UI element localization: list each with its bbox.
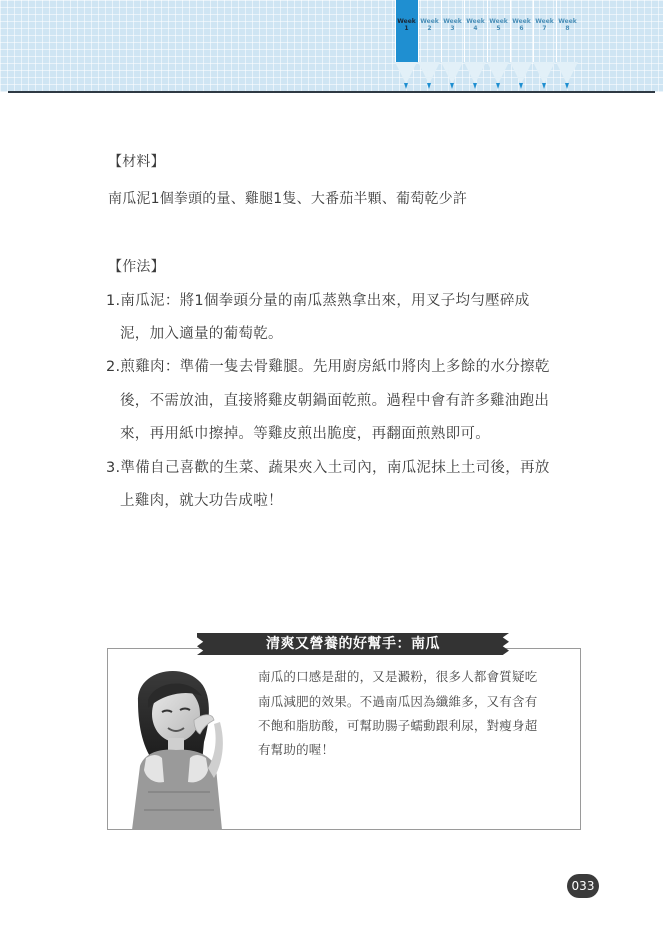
week-tab-6 bbox=[510, 0, 533, 92]
week-label: Week bbox=[512, 18, 531, 25]
header-divider bbox=[8, 91, 655, 93]
method-line: 2.煎雞肉：準備一隻去骨雞腿。先用廚房紙巾將肉上多餘的水分擦乾 bbox=[106, 359, 550, 375]
week-tab-8 bbox=[556, 0, 579, 92]
week-label: Week bbox=[443, 18, 462, 25]
method-heading: 【作法】 bbox=[108, 259, 165, 275]
week-label: Week bbox=[420, 18, 439, 25]
tip-text-line: 南瓜的口感是甜的，又是澱粉，很多人都會質疑吃 bbox=[258, 669, 538, 684]
method-line: 3.準備自己喜歡的生菜、蔬果夾入土司內，南瓜泥抹上土司後，再放 bbox=[106, 460, 550, 476]
week-number: 2 bbox=[427, 25, 432, 32]
week-number: 1 bbox=[404, 25, 409, 32]
week-tab-4 bbox=[464, 0, 487, 92]
week-label: Week bbox=[397, 18, 416, 25]
week-number: 4 bbox=[473, 25, 478, 32]
week-number: 3 bbox=[450, 25, 455, 32]
page-number: 033 bbox=[567, 874, 599, 898]
week-label: Week bbox=[535, 18, 554, 25]
week-number: 6 bbox=[519, 25, 524, 32]
week-tab-5 bbox=[487, 0, 510, 92]
week-tab-3 bbox=[441, 0, 464, 92]
tip-text-line: 有幫助的喔！ bbox=[258, 742, 335, 757]
week-tab-7 bbox=[533, 0, 556, 92]
tip-title: 清爽又營養的好幫手：南瓜 bbox=[266, 636, 440, 652]
week-tab-2 bbox=[418, 0, 441, 92]
week-label: Week bbox=[558, 18, 577, 25]
week-label: Week bbox=[466, 18, 485, 25]
method-line: 上雞肉，就大功告成啦！ bbox=[120, 493, 283, 509]
method-line: 泥，加入適量的葡萄乾。 bbox=[120, 326, 283, 342]
week-number: 8 bbox=[565, 25, 570, 32]
week-number: 5 bbox=[496, 25, 501, 32]
method-line: 來，再用紙巾擦掉。等雞皮煎出脆度，再翻面煎熟即可。 bbox=[120, 426, 490, 442]
week-label: Week bbox=[489, 18, 508, 25]
tip-text-line: 南瓜減肥的效果。不過南瓜因為纖維多，又有含有 bbox=[258, 694, 538, 709]
ingredients-heading: 【材料】 bbox=[108, 154, 165, 170]
week-tab-1 bbox=[395, 0, 418, 92]
week-number: 7 bbox=[542, 25, 547, 32]
method-line: 1.南瓜泥：將1個拳頭分量的南瓜蒸熟拿出來，用叉子均勻壓碎成 bbox=[106, 293, 530, 309]
tip-text-line: 不飽和脂肪酸，可幫助腸子蠕動跟利尿，對瘦身超 bbox=[258, 718, 538, 733]
method-line: 後，不需放油，直接將雞皮朝鍋面乾煎。過程中會有許多雞油跑出 bbox=[120, 393, 550, 409]
person-photo bbox=[118, 662, 246, 830]
ingredients-text: 南瓜泥1個拳頭的量、雞腿1隻、大番茄半顆、葡萄乾少許 bbox=[108, 191, 468, 207]
